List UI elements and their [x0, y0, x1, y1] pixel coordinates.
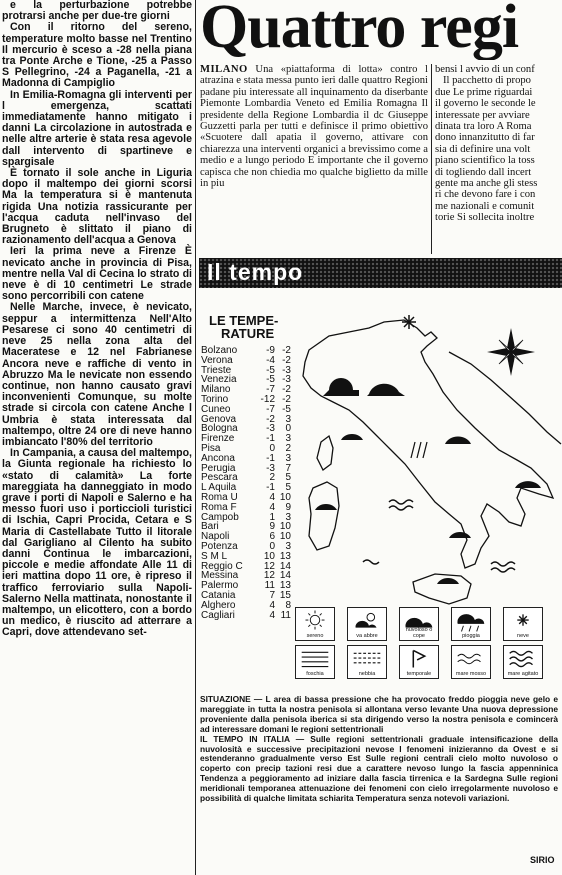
max-temp: 15	[279, 589, 291, 601]
legend-label: temporale	[406, 671, 432, 677]
min-temp: 0	[269, 442, 275, 454]
right-line: gente ma anche gli stess	[435, 178, 538, 190]
map-sea-wave	[389, 500, 413, 504]
map-cloud-icon	[323, 378, 359, 396]
weather-map-panel	[199, 292, 562, 677]
map-cloud-icon	[447, 532, 471, 538]
min-temp: 2	[269, 472, 275, 484]
max-temp: 10	[279, 531, 291, 543]
max-temp: 9	[285, 501, 291, 513]
city-name: Roma F	[201, 501, 237, 513]
min-temp: -3	[266, 423, 275, 435]
city-name: Messina	[201, 570, 239, 582]
left-paragraph: Con il ritorno del sereno, temperature molto basse nel Trentino Il mercurio è sceso a -28 nella piana tra Ponte Arche e Tione, -25 a Passo S Pellegrino, -24 a Paganella, -21 a Madonna di Campiglio	[2, 21, 192, 90]
legend-label: foschia	[306, 671, 324, 677]
max-temp: 3	[285, 433, 291, 445]
left-paragraph: Ieri la prima neve a Firenze È nevicato anche in provincia di Pisa, mentre nella Val di Cecina lo strato di neve è di 10 centimetri Le strade sono percorribili con catene	[2, 245, 192, 303]
max-temp: 14	[279, 560, 291, 572]
right-line: dinata tra loro A Roma	[435, 121, 532, 133]
right-line: sia di definire una volt	[435, 143, 531, 155]
legend-label: sereno	[306, 633, 324, 639]
map-sea-wave	[491, 568, 515, 572]
max-temp: 3	[285, 511, 291, 523]
right-line: dono innanzitutto di far	[435, 132, 535, 144]
column-divider	[195, 0, 196, 875]
max-temp: 3	[285, 413, 291, 425]
city-name: Verona	[201, 354, 233, 366]
sicily-outline	[413, 574, 471, 604]
legend-item	[503, 645, 543, 679]
legend-label: nuvoloso o cope	[405, 627, 433, 639]
map-sea-wave	[363, 560, 379, 564]
right-line: torie Si sollecita inoltre	[435, 212, 535, 224]
left-paragraph: In Campania, a causa del maltempo, la Giunta regionale ha richiesto lo «stato di calamità» La forte mareggiata ha danneggiato in modo grave i porti di Napoli e Salerno e ha messo fuori uso i porticcioli turistici di Ischia, Capri Procida, Cetara e S Maria di Castellabate Tutto il litorale dal Garigliano al Cilento ha subito danni Continua le imbarcazioni, piccole e medie affondate Alle 11 di ieri mattina dopo 11 ore, è ripreso il traffico ferroviario sulla Napoli-Salerno Nella mattinata, nonostante il maltempo, un elicottero, con a bordo un medico, è riuscito ad atterrare a Capri, dove attendevano set-	[2, 447, 192, 639]
temperature-row	[201, 611, 291, 621]
min-temp: -7	[266, 384, 275, 396]
legend-label: pioggia	[462, 633, 480, 639]
min-temp: 10	[263, 550, 275, 562]
legend-item	[399, 607, 439, 641]
min-temp: -4	[266, 354, 275, 366]
map-sea-wave	[389, 506, 413, 510]
min-temp: 4	[269, 501, 275, 513]
max-temp: 2	[285, 442, 291, 454]
left-paragraph: In Emilia-Romagna gli interventi per l emergenza, scattati immediatamente hanno mitigato i danni La circolazione in autostrada e nelle altre arterie è stata resa agevole dall intervento di spartineve e spargisale	[2, 88, 192, 168]
weather-section-title: Il tempo	[207, 259, 304, 285]
max-temp: 0	[285, 423, 291, 435]
situazione-paragraph: SITUAZIONE — L area di bassa pressione che ha provocato freddo pioggia neve gelo e mareggiate in tutta la nostra penisola si allontana verso levante Una nuova depressione proveniente dalla penisola iberica si sta dirigendo verso la nostra penisola e comincerà ad interessare domani le regioni settentrionali	[200, 695, 558, 734]
min-temp: 1	[269, 511, 275, 523]
city-name: Genova	[201, 413, 237, 425]
city-name: Bolzano	[201, 345, 238, 356]
city-name: Palermo	[201, 580, 239, 592]
city-name: L Aquila	[201, 482, 237, 494]
max-temp: 3	[285, 452, 291, 464]
min-temp: -12	[260, 393, 275, 405]
min-temp: -3	[266, 462, 275, 474]
max-temp: 11	[280, 609, 291, 621]
max-temp: 13	[279, 550, 291, 562]
left-paragraph: È tornato il sole anche in Liguria dopo il maltempo dei giorni scorsi Ma la temperatura si è mantenuta rigida Una notizia rassicurante per l'acqua caduta nell'invaso del Brugneto è slittato il piano di razionamento dell'acqua a Genova	[2, 167, 192, 247]
legend-item	[347, 645, 387, 679]
max-temp: 10	[279, 491, 291, 503]
min-temp: 11	[264, 580, 275, 592]
storm-icon	[400, 646, 438, 672]
map-cloud-icon	[513, 481, 541, 488]
snow-icon	[504, 608, 542, 634]
city-name: Pisa	[201, 442, 221, 454]
right-line: bensi l avvio di un conf	[435, 64, 535, 75]
map-cloud-icon	[443, 436, 471, 444]
legend-label: nebbia	[358, 671, 376, 677]
legend-label: neve	[517, 633, 529, 639]
very-rough-sea-icon	[504, 646, 542, 672]
map-cloud-icon	[339, 434, 363, 440]
city-name: Milano	[201, 384, 231, 396]
min-temp: 4	[269, 491, 275, 503]
map-snow-icon	[402, 315, 416, 329]
map-cloud-icon	[367, 384, 405, 396]
legend-item	[451, 645, 491, 679]
signature: SIRIO	[530, 855, 555, 865]
city-name: Ancona	[201, 452, 235, 464]
left-article-column	[2, 0, 192, 875]
min-temp: 12	[263, 570, 275, 582]
max-temp: -3	[282, 364, 291, 376]
right-line: piano scientifico la toss	[435, 155, 535, 167]
legend-label: va abbre	[356, 633, 378, 639]
max-temp: 8	[285, 599, 291, 611]
min-temp: 7	[269, 589, 275, 601]
city-name: Potenza	[201, 540, 238, 552]
legend-item	[503, 607, 543, 641]
max-temp: -3	[282, 374, 291, 386]
city-name: Trieste	[201, 364, 232, 376]
mist-icon	[348, 646, 386, 672]
middle-article-text: Una «piattaforma di lotta» contro l atrazina e stata messa punto ieri dalle quattro Regioni padane piu interessate all inquinamento da diserbante Piemonte Lombardia Veneto ed Emilia Romagna Il presidente della Regione Lombardia il dc Giuseppe Guzzetti parla per tutti e definisce il primo obiettivo «Scuotere dall apatia il governo, attivare con chiarezza una interventi organici a brevissimo come a medio e a lungo periodo E importante che il governo capisca che non chiedia mo qualche biglietto da mille in piu	[200, 64, 428, 190]
city-name: Torino	[201, 393, 229, 405]
city-name: Pescara	[201, 472, 238, 484]
min-temp: -5	[266, 364, 275, 376]
city-name: Perugia	[201, 462, 236, 474]
right-line: il governo le seconde le	[435, 98, 536, 110]
right-line: interessate per avviare	[435, 109, 530, 121]
partly-cloudy-icon	[348, 608, 386, 634]
right-line: me nazionali e comunit	[435, 200, 535, 212]
min-temp: 6	[269, 531, 275, 543]
map-sea-wave	[491, 562, 515, 566]
min-temp: -2	[266, 413, 275, 425]
city-name: Bologna	[201, 423, 238, 435]
min-temp: -1	[266, 482, 275, 494]
rough-sea-icon	[452, 646, 490, 672]
legend-item	[451, 607, 491, 641]
map-cloud-icon	[435, 578, 459, 584]
legend-item	[347, 607, 387, 641]
min-temp: 4	[269, 609, 275, 621]
max-temp: 3	[285, 540, 291, 552]
max-temp: -2	[282, 354, 291, 366]
right-line: ri che devono fare i con	[435, 189, 536, 201]
headline: Quattro regi	[200, 0, 519, 60]
temperatures-title-line: LE TEMPE-	[209, 313, 279, 328]
city-name: Cagliari	[201, 609, 235, 621]
right-line: Il pacchetto di propo	[443, 75, 531, 87]
temperatures-title	[209, 314, 278, 340]
legend-item	[399, 645, 439, 679]
compass-rose-icon	[487, 328, 535, 376]
weather-section-banner	[199, 258, 562, 288]
max-temp: 7	[285, 462, 291, 474]
min-temp: 12	[263, 560, 275, 572]
right-article	[435, 64, 562, 249]
column-divider	[431, 64, 432, 254]
fog-icon	[296, 646, 334, 672]
min-temp: -1	[266, 433, 275, 445]
max-temp: -2	[282, 345, 291, 356]
max-temp: 14	[279, 570, 291, 582]
max-temp: -5	[282, 403, 291, 415]
city-name: S M L	[201, 550, 228, 562]
max-temp: 5	[285, 472, 291, 484]
left-paragraph: Nelle Marche, invece, è nevicato, seppur a intermittenza Nell'Alto Pesarese ci sono 40 centimetri di neve 25 nella zona alta del Maceratese e 12 nel Fabrianese Ancora neve e raffiche di vento in Abruzzo Ma le nevicate non essendo continue, non hanno causato gravi inconvenienti Comunque, su molte strade si circola con catene Anche l Umbria è stata interessata dal maltempo, oltre 24 ore di neve hanno imbiancato l'80% del territorio	[2, 301, 192, 448]
left-paragraph: e la perturbazione potrebbe protrarsi anche per due-tre giorni	[2, 0, 192, 23]
map-rain-icon	[417, 442, 421, 458]
dateline: MILANO	[200, 64, 248, 75]
city-name: Cuneo	[201, 403, 231, 415]
city-name: Catania	[201, 589, 236, 601]
min-temp: -5	[266, 374, 275, 386]
legend-label: mare mosso	[455, 671, 487, 677]
map-cloud-icon	[313, 504, 337, 510]
sardinia-outline	[309, 482, 339, 550]
middle-article	[200, 64, 428, 249]
min-temp: -7	[266, 403, 275, 415]
city-name: Bari	[201, 521, 219, 533]
min-temp: 4	[269, 599, 275, 611]
max-temp: 5	[285, 482, 291, 494]
city-name: Reggio C	[201, 560, 243, 572]
forecast-paragraph: IL TEMPO IN ITALIA — Sulle regioni settentrionali graduale intensificazione della nuvolosità e successive precipitazioni nevose I fenomeni inizieranno da Ovest e si estenderanno gradualmente verso Est Sulle regioni centrali cielo molto nuvoloso o coperto con precip tazioni resi due a carattere nevoso lungo la fascia appenninica Tendenza a peggioramento ad iniziare dalla fascia tirrenica e la Sardegna Sulle regioni meridionali temporanea attenuazione dei fenomeni con cielo irregolarmente nuvoloso e possibilità di qualche limitata schiarita Temperatura senza notevoli variazioni.	[200, 733, 558, 804]
max-temp: 10	[279, 521, 291, 533]
min-temp: -1	[266, 452, 275, 464]
temperatures-table	[201, 346, 291, 620]
max-temp: -2	[282, 384, 291, 396]
sun-icon	[296, 608, 334, 634]
city-name: Roma U	[201, 491, 238, 503]
corsica-outline	[317, 436, 333, 470]
temperatures-title-line: RATURE	[221, 326, 275, 341]
right-line: due Le prime riguardai	[435, 86, 533, 98]
balkan-coast	[449, 352, 561, 444]
map-rain-icon	[411, 442, 415, 458]
legend-label: mare agitato	[507, 671, 539, 677]
min-temp: 9	[269, 521, 275, 533]
city-name: Alghero	[201, 599, 236, 611]
map-rain-icon	[423, 442, 427, 458]
city-name: Napoli	[201, 531, 230, 543]
city-name: Venezia	[201, 374, 237, 386]
city-name: Campob	[201, 511, 239, 523]
min-temp: 0	[269, 540, 275, 552]
min-temp: -9	[266, 345, 275, 356]
max-temp: 13	[279, 580, 291, 592]
weather-forecast-text	[200, 695, 558, 855]
city-name: Firenze	[201, 433, 235, 445]
right-line: di togliendo dall incert	[435, 166, 532, 178]
max-temp: -2	[282, 393, 291, 405]
rain-icon	[452, 608, 490, 634]
legend-item	[295, 607, 335, 641]
legend-item	[295, 645, 335, 679]
